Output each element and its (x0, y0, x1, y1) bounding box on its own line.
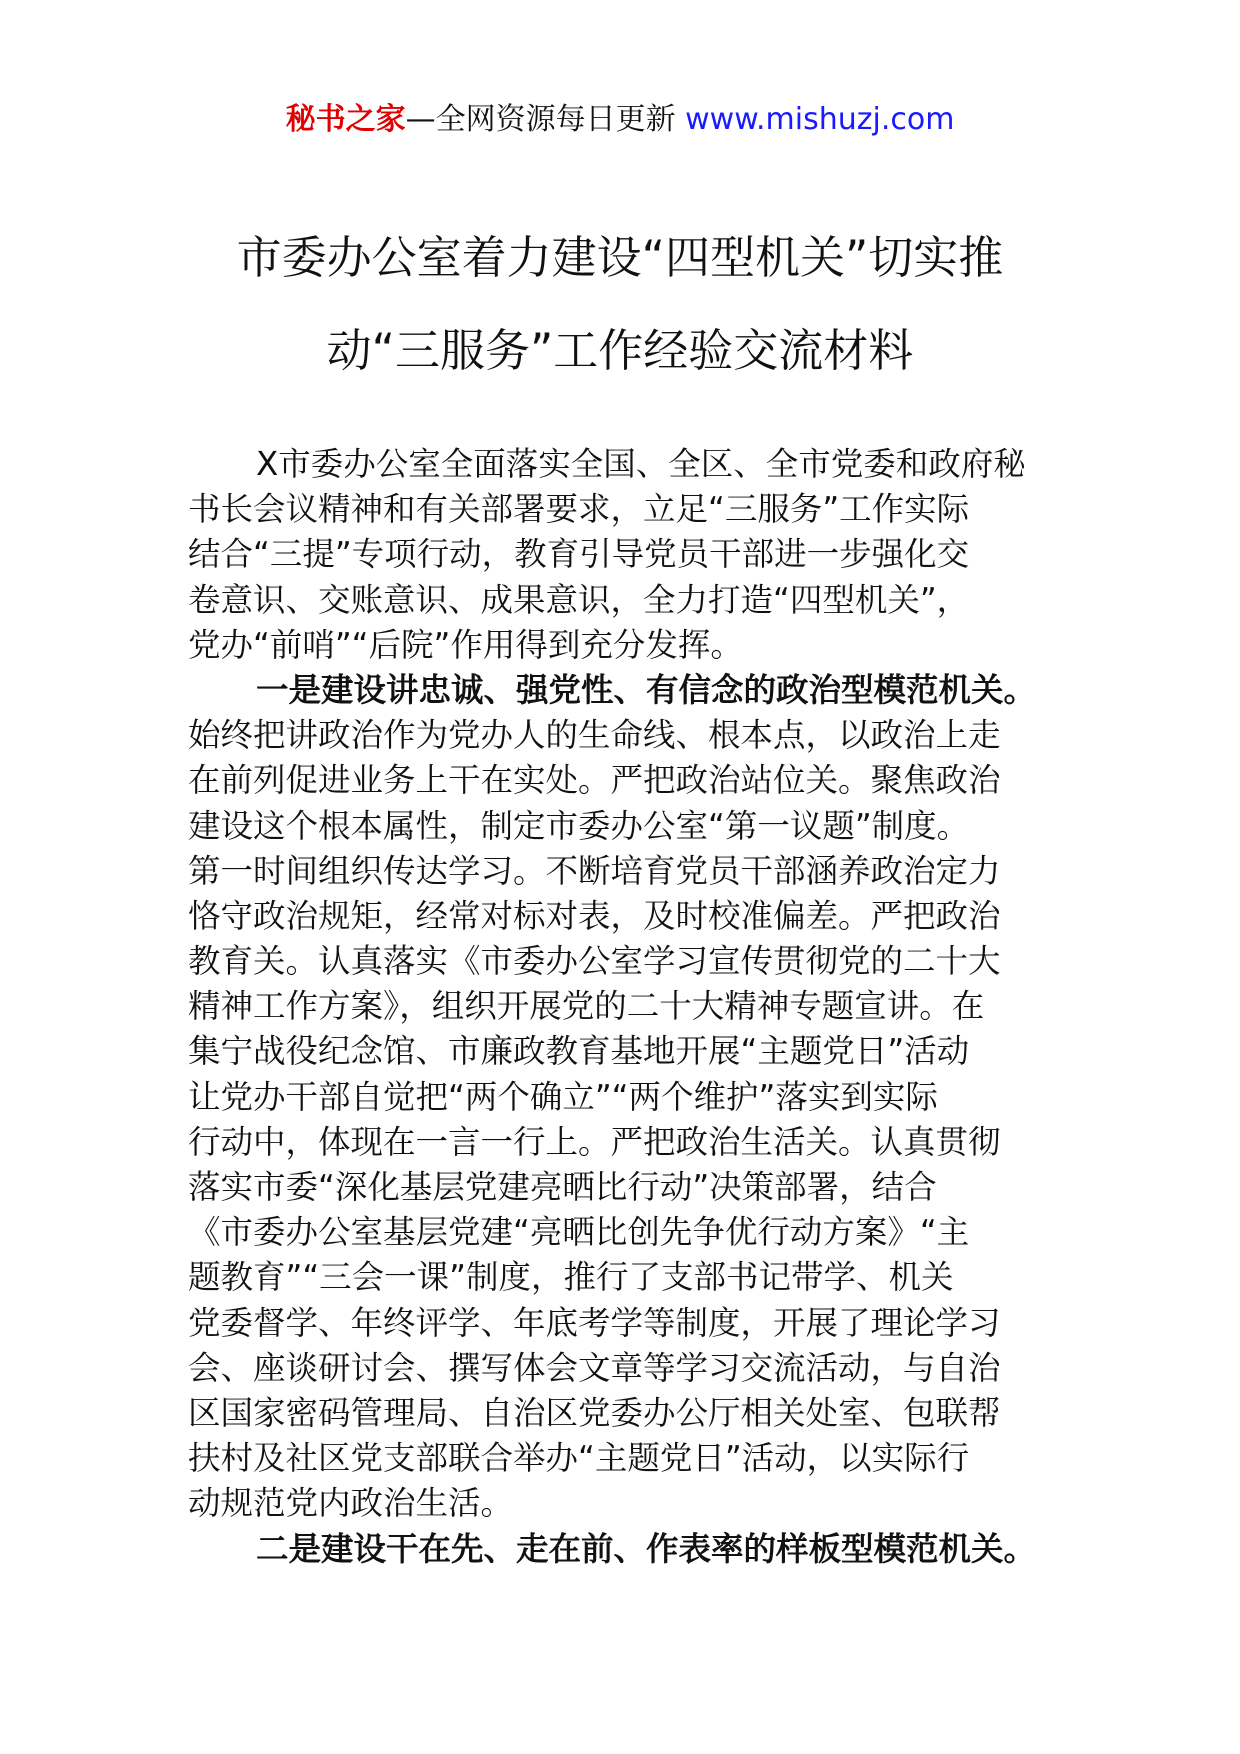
document-body (188, 442, 1068, 1572)
brand-name: 秘书之家 (285, 102, 406, 137)
body-line: 让党办干部自觉把“两个确立”“两个维护”落实到实际 (188, 1077, 938, 1116)
body-line: X市委办公室全面落实全国、全区、全市党委和政府秘 (256, 445, 1026, 483)
body-line: 建设这个根本属性，制定市委办公室“第一议题”制度。 (188, 806, 970, 845)
body-line: 扶村及社区党支部联合举办“主题党日”活动，以实际行 (188, 1439, 970, 1478)
body-line: 题教育”“三会一课”制度，推行了支部书记带学、机关 (188, 1258, 954, 1297)
body-line: 会、座谈研讨会、撰写体会文章等学习交流活动，与自治 (188, 1348, 1001, 1387)
body-line: 结合“三提”专项行动，教育引导党员干部进一步强化交 (188, 535, 970, 574)
document-title-line-1: 市委办公室着力建设“四型机关”切实推 (236, 231, 1004, 284)
body-line: 在前列促进业务上干在实处。严把政治站位关。聚焦政治 (188, 761, 1001, 800)
body-line: 第一时间组织传达学习。不断培育党员干部涵养政治定力 (188, 851, 1001, 890)
section-heading-2: 二是建设干在先、走在前、作表率的样板型模范机关。 (256, 1529, 1037, 1568)
section-heading-1: 一是建设讲忠诚、强党性、有信念的政治型模范机关。 (256, 670, 1037, 709)
body-line: 卷意识、交账意识、成果意识，全力打造“四型机关”， (188, 580, 970, 619)
body-line: 党委督学、年终评学、年底考学等制度，开展了理论学习 (188, 1303, 1001, 1342)
body-line: 教育关。认真落实《市委办公室学习宣传贯彻党的二十大 (188, 942, 1001, 981)
body-line: 区国家密码管理局、自治区党委办公厅相关处室、包联帮 (188, 1393, 1001, 1432)
body-line: 书长会议精神和有关部署要求，立足“三服务”工作实际 (188, 490, 970, 529)
document-title-line-2: 动“三服务”工作经验交流材料 (326, 324, 914, 377)
header-slogan: —全网资源每日更新 (405, 102, 676, 137)
body-line: 《市委办公室基层党建“亮晒比创先争优行动方案》“主 (188, 1213, 970, 1252)
body-line: 始终把讲政治作为党办人的生命线、根本点，以政治上走 (188, 716, 1001, 755)
body-line: 集宁战役纪念馆、市廉政教育基地开展“主题党日”活动 (188, 1032, 970, 1071)
body-line: 动规范党内政治生活。 (188, 1484, 514, 1523)
site-header (0, 100, 1240, 140)
body-line: 行动中，体现在一言一行上。严把政治生活关。认真贯彻 (188, 1122, 1001, 1161)
body-line: 党办“前哨”“后院”作用得到充分发挥。 (188, 625, 743, 664)
body-line: 恪守政治规矩，经常对标对表，及时校准偏差。严把政治 (188, 896, 1001, 935)
header-url-link[interactable]: www.mishuzj.com (685, 102, 955, 137)
body-line: 落实市委“深化基层党建亮晒比行动”决策部署，结合 (188, 1168, 937, 1206)
body-line: 精神工作方案》，组织开展党的二十大精神专题宣讲。在 (188, 987, 985, 1026)
